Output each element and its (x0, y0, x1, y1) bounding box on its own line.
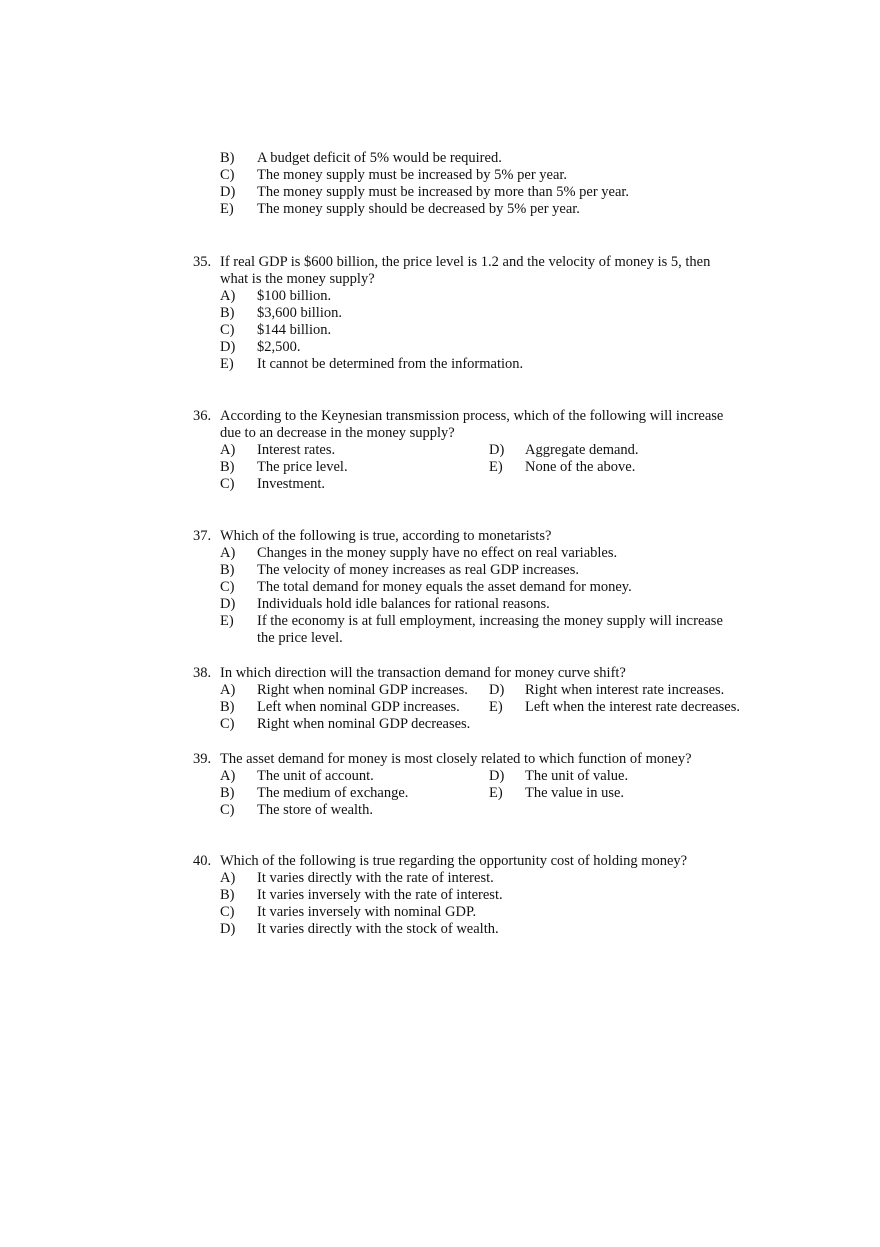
option-letter: A) (220, 288, 236, 304)
option-letter: D) (220, 184, 236, 200)
option-text: The total demand for money equals the asset demand for money. (257, 579, 632, 595)
option-text: Changes in the money supply have no effect on real variables. (257, 545, 618, 561)
option-letter: B) (220, 887, 235, 903)
option-letter: C) (220, 476, 235, 492)
option-text: $100 billion. (257, 288, 332, 304)
option-letter: B) (220, 305, 235, 321)
option-text: Individuals hold idle balances for rational reasons. (257, 596, 550, 612)
option-text: $144 billion. (257, 322, 332, 338)
option-text: $2,500. (257, 339, 301, 355)
option-text: The unit of account. (257, 768, 374, 784)
option-text: A budget deficit of 5% would be required. (257, 150, 502, 166)
option-text: Investment. (257, 476, 326, 492)
option-text: Right when nominal GDP decreases. (257, 716, 471, 732)
question-text: due to an decrease in the money supply? (220, 425, 455, 441)
option-text: Right when interest rate increases. (525, 682, 725, 698)
question-text: The asset demand for money is most closely related to which function of money? (220, 751, 692, 767)
option-text: It varies inversely with nominal GDP. (257, 904, 477, 920)
question-text: According to the Keynesian transmission process, which of the following will increase (220, 408, 724, 424)
option-letter: A) (220, 682, 236, 698)
question-text: Which of the following is true regarding the opportunity cost of holding money? (220, 853, 688, 869)
option-letter: B) (220, 699, 235, 715)
option-letter: D) (220, 921, 236, 937)
option-letter: A) (220, 870, 236, 886)
option-letter: E) (489, 459, 503, 475)
option-letter: C) (220, 904, 235, 920)
question-number: 40. (193, 853, 212, 869)
option-letter: B) (220, 459, 235, 475)
option-text: The velocity of money increases as real GDP increases. (257, 562, 579, 578)
option-text: If the economy is at full employment, increasing the money supply will increase (257, 613, 723, 629)
option-letter: A) (220, 545, 236, 561)
option-letter: C) (220, 167, 235, 183)
question-text: Which of the following is true, according to monetarists? (220, 528, 552, 544)
option-text: The money supply should be decreased by 5% per year. (257, 201, 580, 217)
option-text: It cannot be determined from the information. (257, 356, 524, 372)
option-text: $3,600 billion. (257, 305, 342, 321)
question-text: In which direction will the transaction demand for money curve shift? (220, 665, 626, 681)
option-text: The price level. (257, 459, 348, 475)
option-letter: E) (489, 785, 503, 801)
option-text: The store of wealth. (257, 802, 373, 818)
question-number: 36. (193, 408, 212, 424)
option-letter: E) (220, 201, 234, 217)
question-number: 38. (193, 665, 212, 681)
option-letter: B) (220, 562, 235, 578)
option-text: The money supply must be increased by more than 5% per year. (257, 184, 630, 200)
option-letter: A) (220, 442, 236, 458)
option-text: Left when nominal GDP increases. (257, 699, 460, 715)
option-letter: C) (220, 716, 235, 732)
option-text: None of the above. (525, 459, 636, 475)
option-text: The money supply must be increased by 5% per year. (257, 167, 568, 183)
option-text: The unit of value. (525, 768, 629, 784)
option-text: It varies directly with the rate of interest. (257, 870, 494, 886)
option-text: Left when the interest rate decreases. (525, 699, 740, 715)
option-letter: C) (220, 579, 235, 595)
option-text: Right when nominal GDP increases. (257, 682, 468, 698)
option-text: It varies inversely with the rate of interest. (257, 887, 503, 903)
question-number: 39. (193, 751, 212, 767)
question-text: If real GDP is $600 billion, the price level is 1.2 and the velocity of money is 5, then (220, 254, 711, 270)
option-letter: C) (220, 322, 235, 338)
option-letter: D) (220, 339, 236, 355)
option-letter: E) (220, 613, 234, 629)
option-text-continued: the price level. (257, 630, 343, 646)
option-letter: A) (220, 768, 236, 784)
option-text: The value in use. (525, 785, 625, 801)
option-letter: C) (220, 802, 235, 818)
option-text: Interest rates. (257, 442, 336, 458)
question-number: 37. (193, 528, 212, 544)
option-text: The medium of exchange. (257, 785, 409, 801)
question-text: what is the money supply? (220, 271, 375, 287)
option-letter: B) (220, 150, 235, 166)
option-text: Aggregate demand. (525, 442, 639, 458)
question-number: 35. (193, 254, 212, 270)
option-letter: D) (220, 596, 236, 612)
option-letter: B) (220, 785, 235, 801)
option-text: It varies directly with the stock of wealth. (257, 921, 499, 937)
option-letter: D) (489, 442, 505, 458)
option-letter: D) (489, 682, 505, 698)
option-letter: E) (489, 699, 503, 715)
option-letter: D) (489, 768, 505, 784)
option-letter: E) (220, 356, 234, 372)
